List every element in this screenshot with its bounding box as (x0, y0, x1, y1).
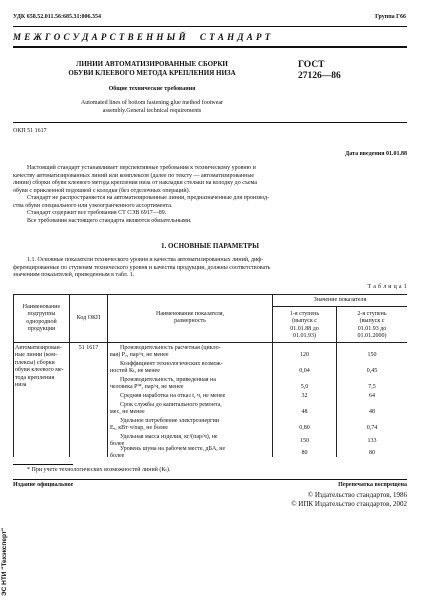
banner-rule (13, 46, 407, 48)
group-line: плексы) сборки (15, 359, 55, 366)
title-line-2: ОБУВИ КЛЕЕВОГО МЕТОДА КРЕПЛЕНИЯ НИЗА (68, 69, 236, 77)
indicator-line-2: человека Рⁱ*, пар/ч, не менее (110, 384, 184, 391)
title-subtitle: Общие технические требования (108, 86, 196, 92)
header-stage-1-l3: 01.01.88 до (290, 325, 319, 332)
indicator-line-1: Удельная масса изделия, кг/(пар/ч), не (120, 434, 218, 440)
section-1-line-2: ференцированные по ступеням технического уровня и качества продукции, должны соответствовать (13, 264, 271, 271)
stage-2-value: 80 (369, 450, 375, 456)
gost-label: ГОСТ (298, 60, 325, 70)
exclusion-line-2: ства обуви специального или узкоогранченного ассортимента. (13, 202, 173, 209)
indicator-line-2: вая) Рₐ, пар/ч, не менее (110, 352, 169, 359)
header-values: Значение показателя (313, 297, 367, 303)
copyright-2002: © ИПК Издательство стандартов, 2002 (291, 500, 407, 508)
header-group-l1: Наименование (22, 304, 61, 310)
indicator-line-1: Производительность, приведенная на (120, 377, 216, 383)
intro-date: Дата введения 01.01.88 (345, 151, 407, 157)
table-values-split-line (272, 306, 407, 307)
header-group-l4: продукции (27, 326, 56, 333)
header-group-cell (14, 304, 69, 334)
stage-2-value: 48 (369, 409, 375, 415)
gost-number: 27126—86 (298, 71, 341, 81)
header-stage-1-l4: 01.01.93) (293, 333, 316, 340)
scope-line-3: линии) сборки обуви клеевого метода крепления низа от накладки стельки на колодку до съема (13, 180, 258, 186)
footer-rule (13, 479, 407, 480)
header-name-cell (108, 311, 272, 326)
stage-1-value: 48 (301, 409, 308, 415)
sev-line: Стандарт содержит все требования СТ СЭВ 6917—89. (27, 210, 167, 216)
indicator-line-1: Уровень шума на рабочем месте, дБА, не (120, 446, 226, 452)
group-line: Автоматизирован- (15, 345, 62, 351)
indicator-line-2: мес, не менее (110, 409, 145, 416)
header-stage-1-l1: 1-я ступень (289, 311, 320, 317)
section-1-line-1: 1.1. Основные показатели технического уровня и качества автоматизированных линий, диф- (27, 257, 264, 263)
stage-1-value: 0,80 (299, 425, 310, 431)
group-line: низа (15, 382, 27, 389)
exclusion-line-1: Стандарт не распространяется на автоматизированные линии, предназначенные для производ- (27, 195, 270, 201)
header-okp: Код ОКП (76, 315, 101, 321)
stage-2-value: 0,74 (366, 425, 378, 431)
header-name-l1: Наименование показателя, (156, 311, 224, 317)
copyright-1986: © Издательство стандартов, 1986 (307, 491, 407, 499)
title-english-2: assembly.General technical requirements (102, 108, 202, 114)
table-header-line (13, 342, 407, 343)
table-caption: Т а б л и ц а 1 (367, 284, 407, 290)
stage-1-value: 5,0 (300, 384, 309, 390)
footnote-rule (13, 464, 73, 465)
indicator-line-1: Коэффициент технологических возмож- (120, 361, 223, 367)
header-group-l3: однородной (26, 318, 57, 325)
okp-code-cell: 51 1617 (78, 345, 99, 351)
section-1-line-3: значениям показателей, приведенным в табл. 1. (13, 272, 135, 278)
indicator-name (110, 377, 268, 392)
header-group-l2: подгруппы (27, 311, 56, 318)
paragraph-scope (13, 165, 407, 225)
indicator-line-2: Еₑ, кВт·ч/пар, не более (110, 425, 168, 432)
indicator-line-2: более (110, 453, 125, 460)
indicator-name (110, 418, 268, 433)
indicator-line-1: Производительность расчетная (цикло- (120, 345, 221, 351)
okp-code: ОКП 51 1617 (13, 128, 47, 134)
official-edition: Издание официальное (13, 482, 74, 488)
sidebar-stamp-text: ЭС НТИ "Техэксперт" (1, 527, 8, 596)
group-line: тода крепления (15, 374, 55, 381)
header-stage-1 (273, 311, 336, 341)
stage-1-value: 0,04 (299, 368, 310, 374)
indicator-name (110, 345, 268, 360)
header-stage-2 (337, 311, 407, 341)
title-line-1: ЛИНИИ АВТОМАТИЗИРОВАННЫЕ СБОРКИ (76, 60, 228, 68)
indicator-line-2: ностей Кₜ, не менее (110, 368, 160, 375)
stage-2-value: 7,5 (368, 384, 376, 390)
title-english-1: Automated lines of bottom fastening glue method footwear (80, 100, 224, 106)
stage-2-value: 133 (367, 438, 377, 444)
scope-line-4: обуви с прикленной подошвой с колодки (без отделочных операций). (13, 187, 191, 194)
footnote: * При учете технологических возможностей линий (Кₜ). (27, 467, 171, 473)
group-code: Группа Г66 (375, 14, 406, 20)
table-top-line (13, 294, 407, 295)
stage-1-value: 80 (301, 450, 308, 456)
stage-1-value: 120 (300, 352, 309, 358)
header-name-l2: размерность (174, 318, 206, 325)
stage-1-value: 150 (300, 438, 309, 444)
indicator-name (110, 402, 268, 417)
indicator-name (110, 393, 268, 400)
section-1-heading: 1. ОСНОВНЫЕ ПАРАМЕТРЫ (161, 242, 259, 250)
sidebar-stamp (0, 527, 12, 600)
indicator-line-1: Удельное потребление электроэнергии (120, 418, 219, 424)
group-line: ные линии (ком- (15, 352, 58, 359)
indicator-name (110, 446, 268, 461)
group-line: обуви клеевого ме- (15, 367, 64, 374)
header-stage-2-l4: 01.01.2000) (357, 333, 387, 340)
stage-2-value: 150 (367, 352, 377, 358)
header-stage-2-l3: 01.01.93 до (357, 325, 387, 332)
udk-code: УДК 658.52.011.56:685.31:006.354 (13, 14, 101, 20)
interstate-standard-banner: М Е Ж Г О С У Д А Р С Т В Е Н Н Ы Й С Т А Н Д А Р Т (13, 32, 271, 42)
stage-1-value: 32 (301, 393, 308, 399)
scope-line-1: Настоящий стандарт устанавливает перспективные требования к техническому уровню и (27, 165, 256, 171)
title-rule (13, 122, 407, 123)
indicator-line-1: Срок службы до капитального ремонта, (120, 402, 222, 408)
indicator-line-2: более (110, 441, 125, 448)
product-group-cell (15, 345, 68, 389)
header-stage-2-l1: 2-я ступень (357, 311, 387, 317)
indicator-name (110, 361, 268, 376)
table-1 (13, 294, 407, 460)
top-rule (13, 26, 407, 27)
stage-2-value: 0,45 (366, 368, 378, 374)
reprint-prohibited: Перепечатка воспрещена (338, 482, 407, 488)
stage-2-value: 64 (369, 393, 375, 399)
scope-line-2: качеству автоматизированных линий или комплексов (далее по тексту — автоматизированные (13, 172, 255, 179)
indicator-line-1: Средняя наработка на отказ t, ч, не менее (120, 393, 226, 399)
header-stage-1-l2: (выпуск с (292, 318, 317, 325)
mandatory-line: Все требования настоящего стандарта являются обязательными. (27, 217, 192, 224)
header-stage-2-l2: (выпуск с (359, 318, 385, 325)
section-1-text (13, 257, 407, 280)
